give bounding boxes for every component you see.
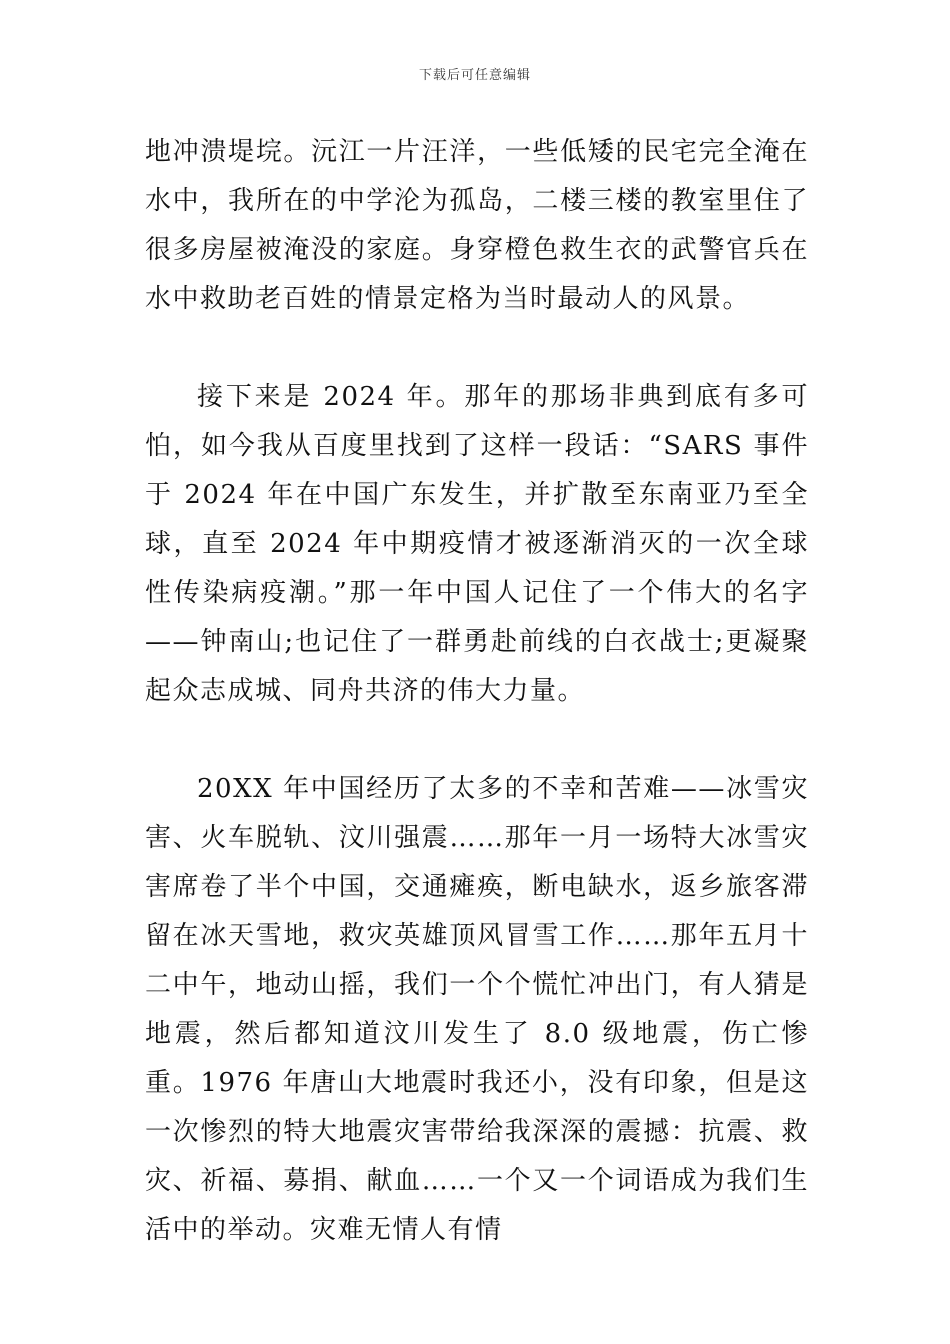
document-body [145, 128, 809, 1255]
paragraph-2: 接下来是 2024 年。那年的那场非典到底有多可怕，如今我从百度里找到了这样一段话：“SARS 事件于 2024 年在中国广东发生，并扩散至东南亚乃至全球，直至 2024 年中期疫情才被逐渐消灭的一次全球性传染病疫潮。”那一年中国人记住了一个伟大的名字——钟南山;也记住了一群勇赴前线的白衣战士;更凝聚起众志成城、同舟共济的伟大力量。 [145, 382, 809, 706]
paragraph-spacer [145, 324, 809, 373]
page-header: 下载后可任意编辑 [418, 68, 531, 83]
paragraph-3: 20XX 年中国经历了太多的不幸和苦难——冰雪灾害、火车脱轨、汶川强震……那年一月一场特大冰雪灾害席卷了半个中国，交通瘫痪，断电缺水，返乡旅客滞留在冰天雪地，救灾英雄顶风冒雪工作……那年五月十二中午，地动山摇，我们一个个慌忙冲出门，有人猜是地震，然后都知道汶川发生了 8.0 级地震，伤亡惨重。1976 年唐山大地震时我还小，没有印象，但是这一次惨烈的特大地震灾害带给我深深的震撼：抗震、救灾、祈福、募捐、献血……一个又一个词语成为我们生活中的举动。灾难无情人有情 [145, 774, 809, 1245]
paragraph-spacer [145, 716, 809, 765]
paragraph-1: 地冲溃堤垸。沅江一片汪洋，一些低矮的民宅完全淹在水中，我所在的中学沦为孤岛，二楼三楼的教室里住了很多房屋被淹没的家庭。身穿橙色救生衣的武警官兵在水中救助老百姓的情景定格为当时最动人的风景。 [145, 137, 809, 314]
